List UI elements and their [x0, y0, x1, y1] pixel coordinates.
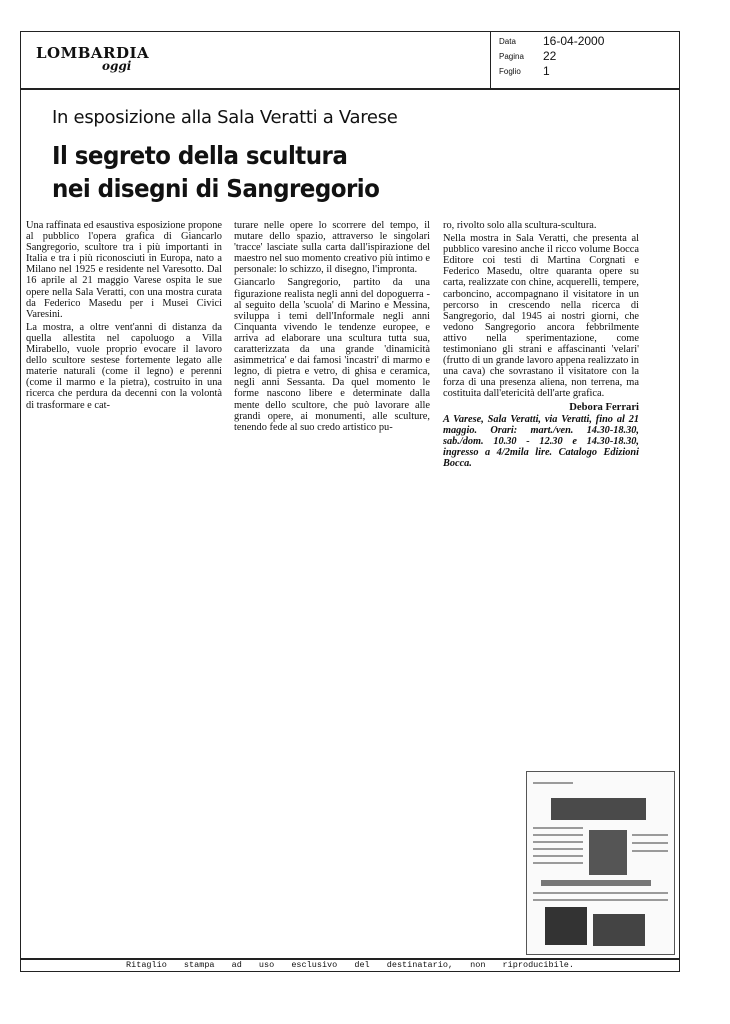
article-kicker: In esposizione alla Sala Veratti a Varese	[52, 107, 398, 128]
meta-value: 22	[543, 49, 557, 63]
headline-line: Il segreto della scultura	[52, 141, 348, 170]
article-column-3	[443, 220, 639, 470]
thumbnail-image	[589, 830, 627, 875]
paragraph: La mostra, a oltre vent'anni di distanza da quella allestita nel capoluogo a Villa Mirabello, vuole proprio evocare il lavoro dello scultore sestese fortemente legato alle materie naturali (come il legno) e perenni (come il marmo e la pietra), costruito in una ricerca che perdura da decenni con la volontà di trasformare e cat-	[26, 321, 222, 411]
thumbnail-image	[545, 907, 587, 945]
paragraph: ro, rivolto solo alla scultura-scultura.	[443, 220, 597, 231]
paragraph: Giancarlo Sangregorio, partito da una figurazione realista negli anni del dopoguerra -al seguito della 'scuola' di Marino e Messina, sviluppa i temi dell'Informale negli anni Cinquanta vivendo le tendenze europee, e arriva ad elaborare una scultura tutta sua, caratterizzata da una grande 'dinamicità asimmetrica' e dai famosi 'incastri' di marmo e legno, di pietra e vetro, di ghisa e ceramica, negli anni Sessanta. Da quel momento le forme nascono libere e determinate dalla mente dello scultore, che può lavorare alle grandi opere, ai monumenti, alle sculture, tenendo fede al suo credo artistico pu-	[234, 277, 430, 433]
exhibition-info: A Varese, Sala Veratti, via Veratti, fino al 21 maggio. Orari: mart./ven. 14.30-18.30, sab./dom. 10.30 - 12.30 e 14.30-18.30, ingresso a 4/2mila lire. Catalogo Edizioni Bocca.	[443, 413, 639, 470]
article-headline	[52, 139, 379, 205]
article-author: Debora Ferrari	[569, 401, 639, 413]
thumbnail-line	[533, 892, 668, 894]
meta-value: 16-04-2000	[543, 34, 605, 48]
thumbnail-headline-block	[551, 798, 646, 820]
thumbnail-line	[533, 827, 583, 829]
masthead-divider	[490, 32, 491, 88]
headline-line: nei disegni di Sangregorio	[52, 174, 380, 203]
meta-label: Foglio	[499, 67, 521, 76]
thumbnail-line	[533, 834, 583, 836]
newspaper-logo: LOMBARDIA	[36, 44, 150, 62]
thumbnail-line	[533, 782, 573, 784]
thumbnail-line	[533, 855, 583, 857]
thumbnail-line	[533, 841, 583, 843]
newspaper-logo-sub: oggi	[102, 59, 132, 73]
thumbnail-line	[632, 842, 668, 844]
masthead-box	[20, 31, 680, 89]
thumbnail-line	[533, 862, 583, 864]
thumbnail-line	[533, 899, 668, 901]
thumbnail-line	[632, 850, 668, 852]
footer-disclaimer: Ritaglio stampa ad uso esclusivo del destinatario, non riproducibile.	[126, 960, 574, 970]
paragraph: Nella mostra in Sala Veratti, che presenta al pubblico varesino anche il ricco volume Bocca Editore coi testi di Martina Corgnati e Federico Masedu, oltre quaranta opere su carta, realizzate con chine, acquerelli, tempere, carboncino, accompagnano il visitatore in un percorso in crescendo nella ricerca di Sangregorio, dal 1945 ai nostri giorni, che vedono Sangregorio ancora febbrilmente attivo nella sperimentazione, come testimoniano gli strani e affascinanti 'velari' (frutto di un grande lavoro appena realizzato in una cava) che sovrastano il visitatore con la forza di una presenza aliena, non terrena, ma costituita dall'etericità dell'arte grafica.	[443, 233, 639, 400]
paragraph: Una raffinata ed esaustiva esposizione propone al pubblico l'opera grafica di Giancarlo Sangregorio, scultore tra i più importanti in Italia e tra i più riconosciuti in Europa, nato a Milano nel 1925 e residente nel Varesotto. Dal 16 aprile al 21 maggio Varese ospita le sue opere nella Sala Veratti, con una mostra curata da Federico Masedu per i Musei Civici Varesini.	[26, 220, 222, 320]
thumbnail-line	[632, 834, 668, 836]
article-column-1	[26, 220, 222, 413]
thumbnail-image	[593, 914, 645, 946]
thumbnail-band	[541, 880, 651, 886]
footer-box	[20, 959, 680, 972]
paragraph: turare nelle opere lo scorrere del tempo, il mutare dello spazio, attraverso le singolari 'tracce' lasciate sulla carta dall'ispirazione del maestro nel suo momento creativo più intimo e personale: lo schizzo, il disegno, l'impronta.	[234, 220, 430, 276]
meta-label: Pagina	[499, 52, 524, 61]
page-thumbnail	[526, 771, 675, 955]
meta-value: 1	[543, 64, 550, 78]
thumbnail-line	[533, 848, 583, 850]
meta-label: Data	[499, 37, 516, 46]
article-column-2	[234, 220, 430, 435]
